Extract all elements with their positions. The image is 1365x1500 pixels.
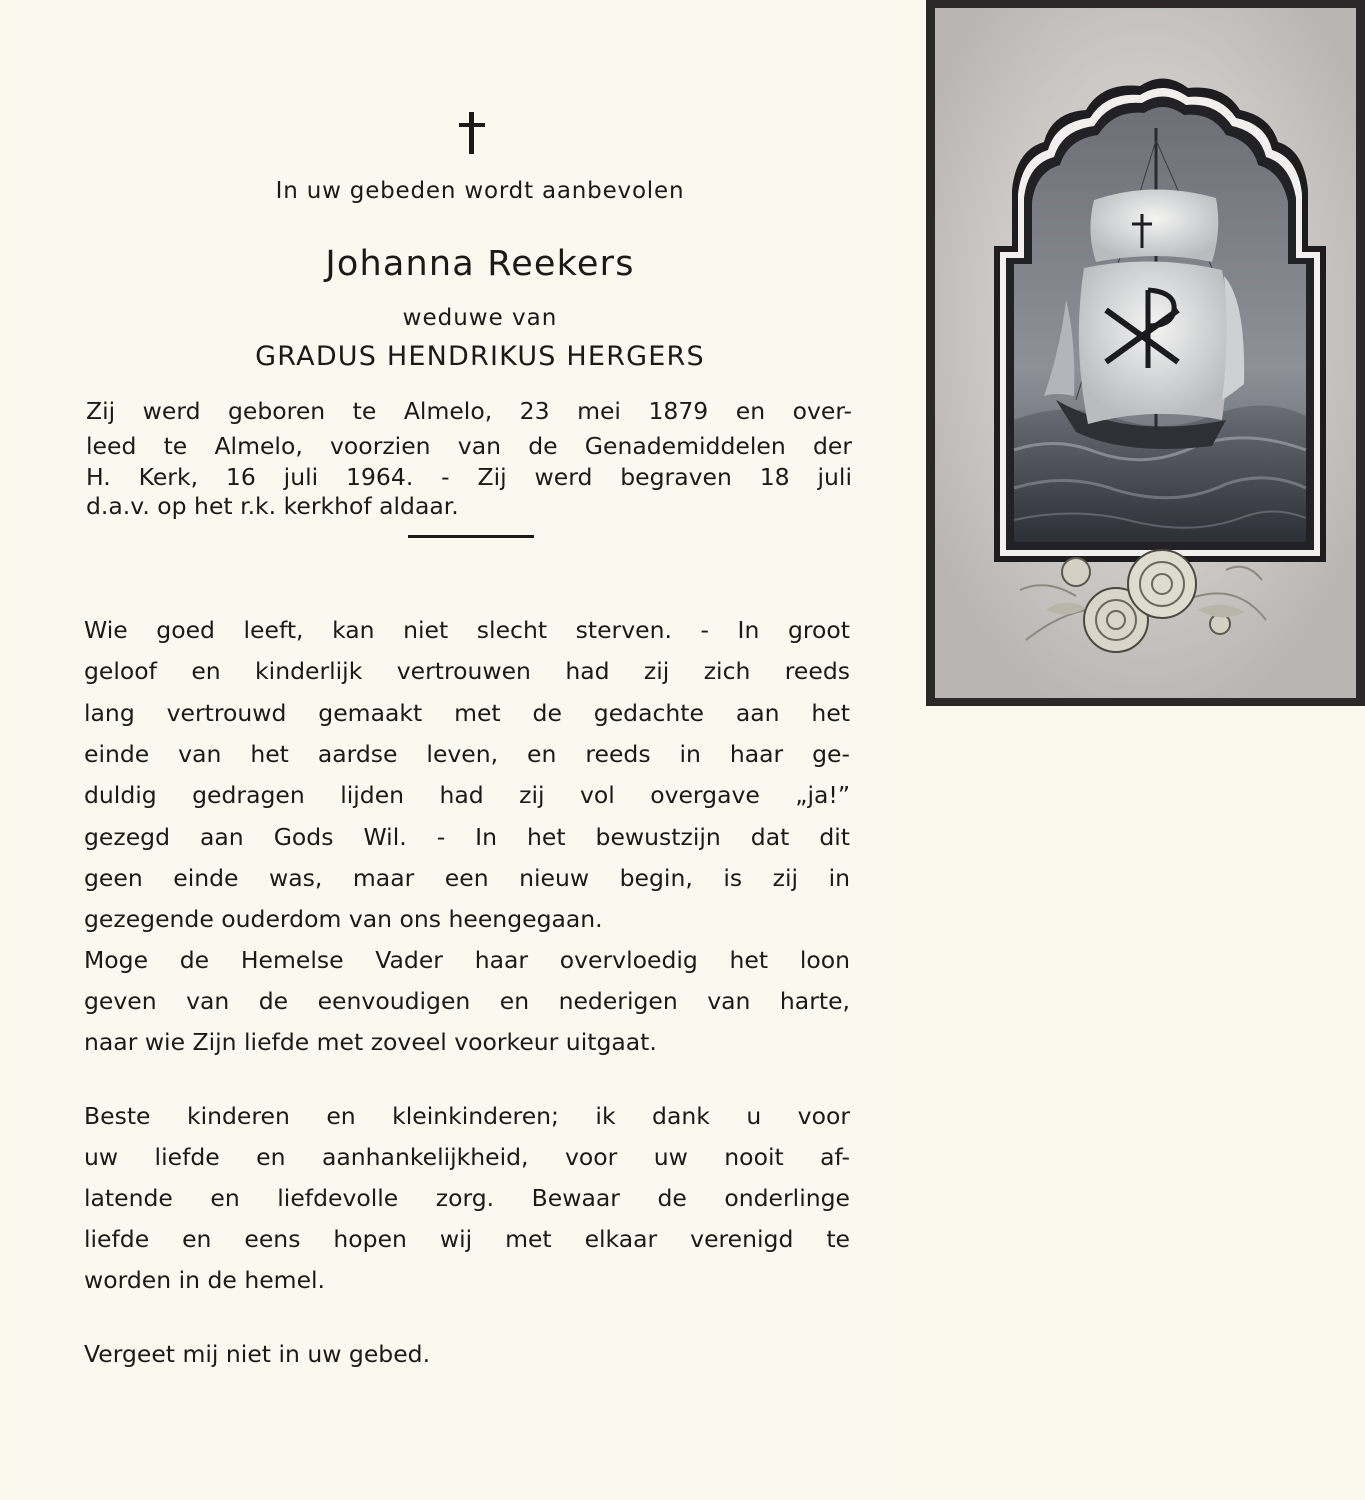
bio-line: d.a.v. op het r.k. kerkhof aldaar. <box>86 492 459 520</box>
farewell-line: uw liefde en aanhankelijkheid, voor uw nooit af- <box>84 1143 850 1171</box>
reflection-line: einde van het aardse leven, en reeds in haar ge- <box>84 740 850 768</box>
reflection-line: geloof en kinderlijk vertrouwen had zij zich reeds <box>84 657 850 685</box>
reflection-line: naar wie Zijn liefde met zoveel voorkeur uitgaat. <box>84 1028 657 1056</box>
reflection-line: geen einde was, maar een nieuw begin, is zij in <box>84 864 850 892</box>
farewell-line: worden in de hemel. <box>84 1266 326 1294</box>
reflection-line: gezegd aan Gods Wil. - In het bewustzijn dat dit <box>84 823 850 851</box>
intro-line: In uw gebeden wordt aanbevolen <box>275 178 685 204</box>
closing-line: Vergeet mij niet in uw gebed. <box>84 1340 431 1368</box>
holy-card-image <box>926 0 1365 706</box>
divider <box>408 535 534 538</box>
reflection-line: Wie goed leeft, kan niet slecht sterven. - In groot <box>84 616 850 644</box>
ship-with-chi-rho-sail-icon <box>926 0 1365 706</box>
farewell-line: latende en liefdevolle zorg. Bewaar de onderlinge <box>84 1184 850 1212</box>
bio-line: H. Kerk, 16 juli 1964. - Zij werd begraven 18 juli <box>86 463 852 491</box>
reflection-line: Moge de Hemelse Vader haar overvloedig het loon <box>84 946 850 974</box>
reflection-line: lang vertrouwd gemaakt met de gedachte aan het <box>84 699 850 727</box>
widow-of-line: weduwe van <box>402 305 558 331</box>
bio-line: Zij werd geboren te Almelo, 23 mei 1879 en over- <box>86 397 852 425</box>
reflection-line: duldig gedragen lijden had zij vol overgave „ja!” <box>84 781 850 809</box>
memorial-card-text-side <box>10 0 898 1500</box>
bio-line: leed te Almelo, voorzien van de Genademiddelen der <box>86 432 852 460</box>
farewell-line: liefde en eens hopen wij met elkaar verenigd te <box>84 1225 850 1253</box>
reflection-line: geven van de eenvoudigen en nederigen van harte, <box>84 987 850 1015</box>
reflection-line: gezegende ouderdom van ons heengegaan. <box>84 905 603 933</box>
farewell-line: Beste kinderen en kleinkinderen; ik dank u voor <box>84 1102 850 1130</box>
deceased-name: Johanna Reekers <box>325 244 635 284</box>
husband-name: GRADUS HENDRIKUS HERGERS <box>255 341 705 372</box>
